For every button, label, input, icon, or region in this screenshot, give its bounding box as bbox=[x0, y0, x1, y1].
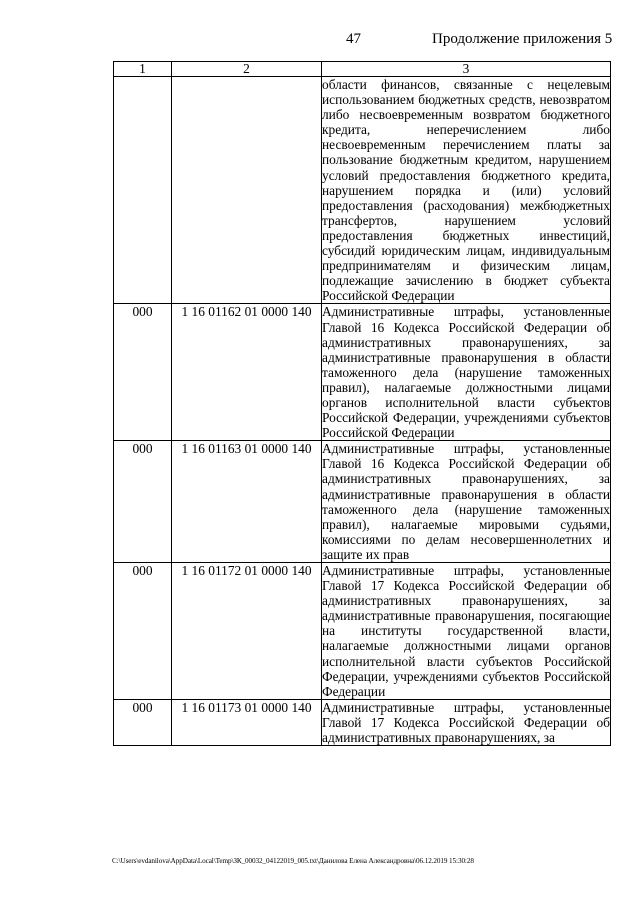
description-cell: Административные штрафы, установленные Главой 17 Кодекса Российской Федерации об административных правонарушениях, за административные правонарушения, посягающие на институты государственной власти, налагаемые должностными лицами органов исполнительной власти субъектов Российской Федерации, учреждениями субъектов Российской Федерации bbox=[322, 563, 610, 699]
admin-code-cell: 000 bbox=[114, 699, 172, 745]
table-row bbox=[114, 77, 611, 304]
kbk-cell: 1 16 01172 01 0000 140 bbox=[172, 563, 322, 700]
description-cell: Административные штрафы, установленные Главой 16 Кодекса Российской Федерации об административных правонарушениях, за административные правонарушения в области таможенного дела (нарушение таможенных правил), налагаемые мировыми судьями, комиссиями по делам несовершеннолетних и защите их прав bbox=[322, 441, 610, 562]
kbk-cell bbox=[172, 77, 322, 304]
description-cell: Административные штрафы, установленные Главой 17 Кодекса Российской Федерации об административных правонарушениях, за bbox=[322, 699, 610, 746]
admin-code-cell bbox=[114, 77, 172, 304]
kbk-cell: 1 16 01162 01 0000 140 bbox=[172, 304, 322, 441]
table-header-row bbox=[114, 62, 611, 77]
table-row bbox=[114, 699, 611, 745]
kbk-cell: 1 16 01163 01 0000 140 bbox=[172, 441, 322, 563]
page-caption: Продолжение приложения 5 bbox=[432, 31, 613, 47]
column-header-1: 1 bbox=[114, 62, 172, 77]
table-row bbox=[114, 304, 611, 441]
admin-code-cell: 000 bbox=[114, 563, 172, 700]
page-number: 47 bbox=[346, 31, 361, 47]
table-row bbox=[114, 441, 611, 563]
admin-code-cell: 000 bbox=[114, 304, 172, 441]
kbk-cell: 1 16 01173 01 0000 140 bbox=[172, 699, 322, 745]
description-cell: области финансов, связанные с нецелевым использованием бюджетных средств, невозвратом либо несвоевременным возвратом бюджетного кредита, неперечислением либо несвоевременным перечислением платы за пользование бюджетным кредитом, нарушением условий предоставления бюджетного кредита, нарушением порядка и (или) условий предоставления (расходования) межбюджетных трансфертов, нарушением условий предоставления бюджетных инвестиций, субсидий юридическим лицам, индивидуальным предпринимателям и физическим лицам, подлежащие зачислению в бюджет субъекта Российской Федерации bbox=[322, 77, 610, 304]
revenue-codes-table bbox=[113, 61, 611, 746]
column-header-2: 2 bbox=[172, 62, 322, 77]
description-cell: Административные штрафы, установленные Главой 16 Кодекса Российской Федерации об административных правонарушениях, за административные правонарушения в области таможенного дела (нарушение таможенных правил), налагаемые должностными лицами органов исполнительной власти субъектов Российской Федерации, учреждениями субъектов Российской Федерации bbox=[322, 304, 610, 441]
admin-code-cell: 000 bbox=[114, 441, 172, 563]
table-row bbox=[114, 563, 611, 700]
file-path-footer: C:\Users\evdanilova\AppData\Local\Temp\ЗК_00032_04122019_005.txt\Данилова Елена Александровна\06.12.2019 15:30:28 bbox=[112, 857, 474, 865]
column-header-3: 3 bbox=[322, 62, 611, 77]
